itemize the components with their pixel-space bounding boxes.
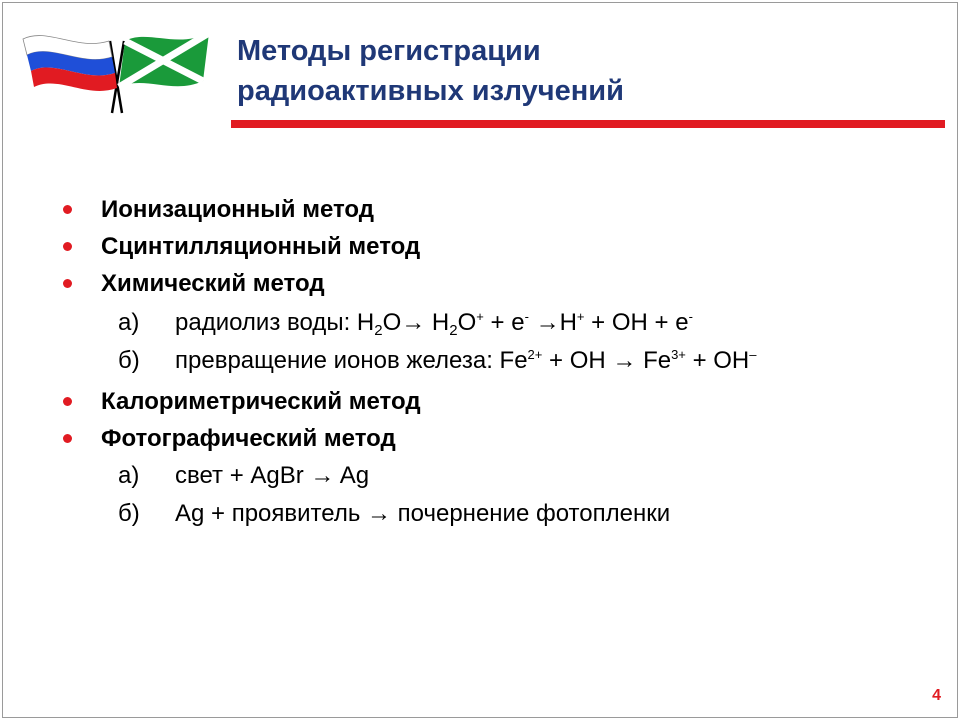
- formula-photo-reaction: свет + AgBr → Ag: [175, 462, 370, 489]
- list-item: [61, 383, 921, 420]
- formula-development: Ag + проявитель → почернение фотопленки: [175, 500, 671, 527]
- sub-item-marker: а): [118, 309, 140, 336]
- method-label: Химический метод: [101, 270, 325, 297]
- title-underline: [231, 120, 947, 129]
- method-label: Фотографический метод: [101, 425, 396, 452]
- bullet-icon: [63, 434, 72, 443]
- sub-item-marker: а): [118, 462, 140, 489]
- list-item: [61, 228, 921, 265]
- list-item: [61, 420, 921, 457]
- list-item: [61, 265, 921, 302]
- bullet-icon: [63, 205, 72, 214]
- methods-list: [61, 191, 921, 533]
- sub-item-marker: б): [118, 500, 140, 527]
- bullet-icon: [63, 397, 72, 406]
- formula-water-radiolysis: радиолиз воды: $H_2O\to H_2O^+ + e^- \to H^+$ + OH + e-: [175, 309, 693, 339]
- title-line-2: радиоактивных излучений: [237, 75, 624, 107]
- russia-flag-icon: [23, 36, 117, 91]
- bullet-icon: [63, 242, 72, 251]
- title-line-1: Методы регистрации: [237, 35, 541, 67]
- slide-title: [237, 31, 917, 111]
- sub-item: [61, 342, 921, 380]
- flags-icon: [17, 21, 217, 116]
- sub-item: [61, 495, 921, 533]
- list-item: [61, 191, 921, 228]
- page-number: 4: [932, 687, 941, 704]
- method-label: Калориметрический метод: [101, 388, 421, 415]
- slide: [2, 2, 958, 718]
- sub-item-marker: б): [118, 347, 140, 374]
- sub-item: [61, 304, 921, 342]
- formula-iron-ions: превращение ионов железа: $Fe^{2+}$ + OH → $Fe^{3+} + OH^-$: [175, 347, 757, 374]
- sub-item: [61, 457, 921, 495]
- bullet-icon: [63, 279, 72, 288]
- method-label: Ионизационный метод: [101, 196, 374, 223]
- method-label: Сцинтилляционный метод: [101, 233, 421, 260]
- green-saltire-flag-icon: [119, 33, 209, 87]
